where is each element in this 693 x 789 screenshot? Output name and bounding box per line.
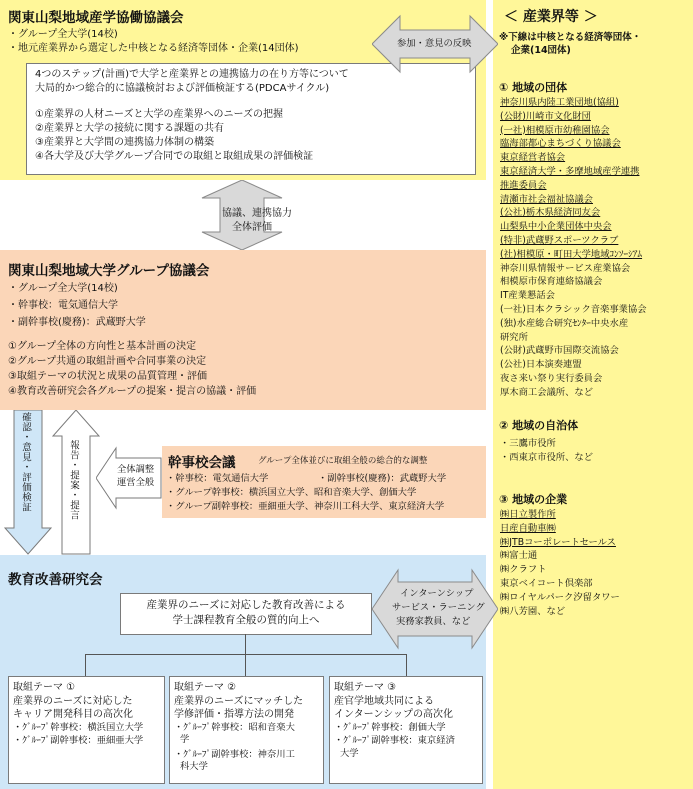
connector-drop-1: [85, 654, 86, 676]
list-item: 厚木商工会議所、など: [500, 386, 593, 398]
theme-2-line-3: 学修評価・指導方法の開発: [174, 709, 294, 720]
list-item: (一社)日本クラシック音楽事業協会: [500, 303, 647, 315]
kanji-line-1: ・幹事校：電気通信大学: [166, 473, 269, 484]
list-item: 清瀬市社会福祉協議会: [500, 193, 593, 205]
list-item: 山梨県中小企業団体中央会: [500, 221, 612, 233]
list-item: 東京経済大学・多摩地域産学連携: [500, 165, 640, 177]
gov-item-1: ・三鷹市役所: [500, 438, 556, 449]
industry-title: ＜ 産業界等 ＞: [504, 9, 598, 25]
group-item-4: ④教育改善研究会各グループの提案・提言の協議・評価: [8, 386, 257, 397]
list-item: (公社)栃木県経済同友会: [500, 207, 601, 219]
research-title: 教育改善研究会: [8, 572, 103, 588]
goal-line-2: 学士課程教育全般の質的向上へ: [172, 614, 320, 626]
list-item: 東京経営者協会: [500, 152, 566, 164]
purpose-line-2: 大局的かつ総合的に協議検討および評価検証する(PDCAサイクル): [35, 83, 330, 94]
group-item-2: ②グループ共通の取組計画や合同事業の決定: [8, 356, 207, 367]
group-line-2: ・幹事校：電気通信大学: [8, 300, 118, 311]
collab-label-2: 全体評価: [232, 222, 272, 233]
council-line-1: ・グループ全大学(14校): [8, 29, 118, 40]
list-item: IT産業懇話会: [500, 290, 555, 302]
kanji-line-3: ・グループ幹事校：横浜国立大学、昭和音楽大学、創価大学: [166, 487, 417, 498]
connector-drop-3: [406, 654, 407, 676]
list-item: 研究所: [500, 331, 528, 343]
council-line-2: ・地元産業界から選定した中核となる経済等団体・企業(14団体): [8, 43, 299, 54]
overall-label-1: 全体調整: [117, 464, 155, 475]
purpose-line-1: 4つのステップ(計画)で大学と産業界との連携協力の在り方等について: [35, 69, 349, 80]
list-item: 東京ベイコート倶楽部: [500, 577, 593, 589]
list-item: (公財)川崎市文化財団: [500, 110, 591, 122]
list-item: ㈱富士通: [500, 550, 538, 562]
list-item: 推進委員会: [500, 179, 547, 191]
theme-2-line-6: ・ｸﾞﾙｰﾌﾟ副幹事校：神奈川工: [174, 749, 295, 760]
list-item: (特非)武蔵野スポーツクラブ: [500, 234, 619, 246]
industry-note-2: 企業(14団体): [511, 45, 571, 56]
theme-2-line-5: 学: [180, 734, 190, 745]
confirm-label: 確認・意見・評価検証: [20, 412, 31, 512]
group-line-1: ・グループ全大学(14校): [8, 283, 118, 294]
list-item: 神奈川県内陸工業団地(協組): [500, 97, 619, 108]
list-item: (公財)武蔵野市国際交流協会: [500, 345, 619, 357]
theme-box-3: [329, 676, 483, 784]
theme-3-heading: 取組テーマ ③: [334, 682, 397, 693]
list-item: ㈱八芳園、など: [500, 605, 566, 617]
gov-heading: ② 地域の自治体: [499, 419, 579, 432]
council-purpose-box: [26, 63, 476, 175]
gov-item-2: ・西東京市役所、など: [500, 452, 593, 463]
org-heading: ① 地域の団体: [499, 81, 568, 94]
list-item: 相模原市保育連絡協議会: [500, 276, 603, 288]
internship-label-2: サービス・ラーニング: [392, 602, 485, 613]
kanji-line-2: ・副幹事校(慶務)：武蔵野大学: [318, 473, 447, 484]
list-item: ㈱日立製作所: [500, 509, 556, 520]
goal-line-1: 産業界のニーズに対応した教育改善による: [146, 599, 346, 611]
collab-label-1: 協議、連携協力: [222, 208, 292, 219]
list-item: (公社)日本演奏連盟: [500, 359, 582, 371]
theme-3-line-6: 大学: [340, 748, 359, 759]
company-heading: ③ 地域の企業: [499, 493, 568, 506]
theme-1-line-2: 産業界のニーズに対応した: [13, 696, 133, 707]
connector-horizontal: [85, 654, 407, 655]
list-item: 夜さ来い祭り実行委員会: [500, 372, 603, 384]
step-4: ④各大学及び大学グループ合同での取組と取組成果の評価検証: [35, 151, 314, 162]
theme-2-heading: 取組テーマ ②: [174, 682, 237, 693]
list-item: 臨海部都心まちづくり協議会: [500, 138, 621, 150]
connector-vertical: [245, 634, 246, 654]
group-item-3: ③取組テーマの状況と成果の品質管理・評価: [8, 371, 207, 382]
theme-3-line-3: インターンシップの高次化: [334, 709, 453, 720]
theme-2-line-4: ・ｸﾞﾙｰﾌﾟ幹事校：昭和音楽大: [174, 722, 295, 733]
theme-1-line-3: キャリア開発科目の高次化: [13, 709, 133, 720]
step-1: ①産業界の人材ニーズと大学の産業界へのニーズの把握: [35, 109, 283, 120]
theme-1-heading: 取組テーマ ①: [13, 682, 76, 693]
list-item: ㈱クラフト: [500, 564, 547, 576]
step-3: ③産業界と大学間の連携協力体制の構築: [35, 137, 214, 148]
research-goal-box: [120, 593, 372, 635]
org-list: [500, 96, 690, 400]
theme-3-line-4: ・ｸﾞﾙｰﾌﾟ幹事校：創価大学: [334, 722, 446, 733]
list-item: (一社)相模原市幼稚園協会: [500, 124, 610, 136]
list-item: (社)相模原・町田大学地域ｺﾝｿｰｼｱﾑ: [500, 248, 643, 260]
step-2: ②産業界と大学の接続に関する課題の共有: [35, 123, 224, 134]
theme-2-line-7: 科大学: [180, 761, 208, 772]
list-item: 日産自動車㈱: [500, 522, 556, 534]
group-title: 関東山梨地域大学グループ協議会: [8, 263, 210, 279]
theme-3-line-5: ・ｸﾞﾙｰﾌﾟ副幹事校：東京経済: [334, 735, 455, 746]
overall-label-2: 運営全般: [117, 477, 155, 488]
connector-drop-2: [245, 654, 246, 676]
theme-1-line-5: ・ｸﾞﾙｰﾌﾟ副幹事校：亜細亜大学: [13, 735, 144, 746]
theme-box-2: [169, 676, 324, 784]
list-item: (独)水産総合研究ｾﾝﾀｰ中央水産: [500, 317, 629, 329]
theme-box-1: [8, 676, 165, 784]
list-item: ㈱JTBコーポレートセールス: [500, 536, 616, 548]
kanji-title: 幹事校会議: [168, 455, 236, 471]
list-item: 神奈川県情報サービス産業協会: [500, 262, 631, 274]
group-line-3: ・副幹事校(慶務)：武蔵野大学: [8, 317, 146, 328]
council-title: 関東山梨地域産学協働協議会: [8, 10, 184, 26]
list-item: ㈱ロイヤルパーク汐留タワー: [500, 591, 620, 603]
group-item-1: ①グループ全体の方向性と基本計画の決定: [8, 341, 197, 352]
theme-3-line-2: 産官学地域共同による: [334, 696, 434, 707]
theme-2-line-2: 産業界のニーズにマッチした: [174, 696, 304, 707]
company-list: [500, 508, 690, 618]
theme-1-line-4: ・ｸﾞﾙｰﾌﾟ幹事校：横浜国立大学: [13, 722, 144, 733]
kanji-line-4: ・グループ副幹事校：亜細亜大学、神奈川工科大学、東京経済大学: [166, 501, 445, 512]
kanji-subtitle: グループ全体並びに取組全般の総合的な調整: [258, 456, 428, 466]
industry-note-1: ※下線は中核となる経済等団体・: [499, 32, 642, 43]
internship-label-3: 実務家教員、など: [396, 616, 471, 627]
report-label: 報告・提案・提言: [68, 440, 79, 520]
internship-label-1: インターンシップ: [400, 588, 474, 599]
participation-label: 参加・意見の反映: [397, 38, 472, 49]
